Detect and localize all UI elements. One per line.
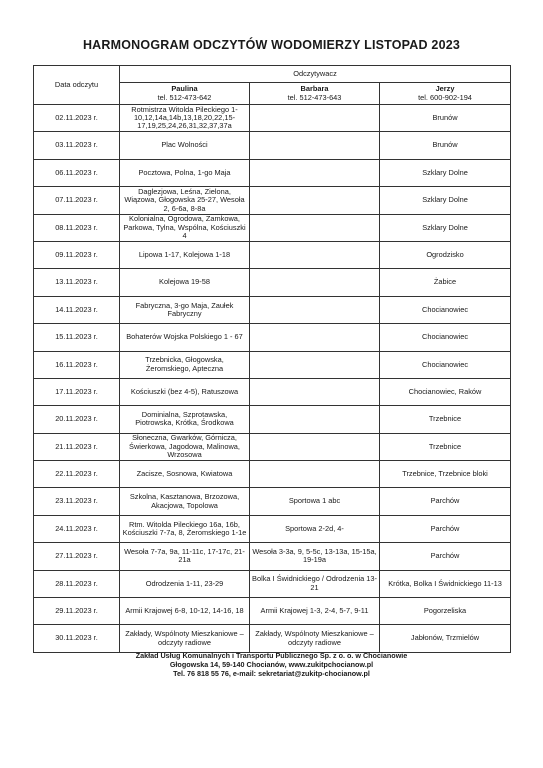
jerzy-cell: Trzebnice: [380, 406, 511, 433]
barbara-cell: Zakłady, Wspólnoty Mieszkaniowe – odczyty radiowe: [250, 625, 380, 652]
date-cell: 09.11.2023 r.: [34, 241, 120, 268]
reader-name: Jerzy: [435, 84, 455, 94]
footer-address: Głogowska 14, 59-140 Chocianów, www.zukitpchocianow.pl: [169, 660, 374, 669]
barbara-cell: Sportowa 1 abc: [250, 488, 380, 515]
paulina-cell: Wesoła 7-7a, 9a, 11-11c, 17-17c, 21-21a: [120, 543, 250, 570]
jerzy-cell: Chocianowiec, Raków: [380, 378, 511, 405]
date-cell: 07.11.2023 r.: [34, 187, 120, 214]
reader-header-paulina: [120, 83, 250, 105]
jerzy-cell: Jabłonów, Trzmielów: [380, 625, 511, 652]
barbara-cell: [250, 269, 380, 296]
date-cell: 16.11.2023 r.: [34, 351, 120, 378]
barbara-cell: [250, 433, 380, 460]
jerzy-cell: Chocianowiec: [380, 351, 511, 378]
date-cell: 08.11.2023 r.: [34, 214, 120, 241]
date-column-header: Data odczytu: [34, 66, 120, 105]
jerzy-cell: Szklary Dolne: [380, 159, 511, 186]
paulina-cell: Kolejowa 19-58: [120, 269, 250, 296]
reader-phone: tel. 512-473-642: [157, 92, 212, 102]
table-row: [34, 515, 511, 542]
paulina-cell: Rtm. Witolda Pileckiego 16a, 16b, Kościuszki 7-7a, 8, Żeromskiego 1-1e: [120, 515, 250, 542]
paulina-cell: Fabryczna, 3-go Maja, Zaułek Fabryczny: [120, 296, 250, 323]
date-cell: 15.11.2023 r.: [34, 324, 120, 351]
paulina-cell: Armii Krajowej 6-8, 10-12, 14-16, 18: [120, 598, 250, 625]
date-cell: 06.11.2023 r.: [34, 159, 120, 186]
paulina-cell: Lipowa 1-17, Kolejowa 1-18: [120, 241, 250, 268]
barbara-cell: [250, 296, 380, 323]
document-title: HARMONOGRAM ODCZYTÓW WODOMIERZY LISTOPAD 2023: [82, 38, 461, 52]
jerzy-cell: Szklary Dolne: [380, 187, 511, 214]
paulina-cell: Odrodzenia 1-11, 23-29: [120, 570, 250, 597]
table-row: [34, 598, 511, 625]
date-cell: 28.11.2023 r.: [34, 570, 120, 597]
barbara-cell: Armii Krajowej 1-3, 2-4, 5-7, 9-11: [250, 598, 380, 625]
table-row: [34, 625, 511, 652]
schedule-table: [33, 65, 511, 653]
jerzy-cell: Pogorzeliska: [380, 598, 511, 625]
jerzy-cell: Żabice: [380, 269, 511, 296]
paulina-cell: Bohaterów Wojska Polskiego 1 - 67: [120, 324, 250, 351]
reader-phone: tel. 512-473-643: [287, 92, 342, 102]
barbara-cell: [250, 461, 380, 488]
jerzy-cell: Parchów: [380, 515, 511, 542]
table-row: [34, 159, 511, 186]
table-row: [34, 461, 511, 488]
paulina-cell: Rotmistrza Witolda Pileckiego 1-10,12,14a,14b,13,18,20,22,15-17,19,25,24,26,31,32,37,37a: [120, 105, 250, 132]
barbara-cell: [250, 241, 380, 268]
reader-name: Paulina: [171, 84, 198, 94]
barbara-cell: [250, 351, 380, 378]
date-cell: 24.11.2023 r.: [34, 515, 120, 542]
paulina-cell: Słoneczna, Gwarków, Górnicza, Świerkowa, Jagodowa, Malinowa, Wrzosowa: [120, 433, 250, 460]
jerzy-cell: Szklary Dolne: [380, 214, 511, 241]
barbara-cell: Wesoła 3-3a, 9, 5-5c, 13-13a, 15-15a, 19-19a: [250, 543, 380, 570]
barbara-cell: Bolka I Świdnickiego / Odrodzenia 13-21: [250, 570, 380, 597]
date-cell: 03.11.2023 r.: [34, 132, 120, 159]
barbara-cell: [250, 132, 380, 159]
table-row: [34, 105, 511, 132]
footer: [0, 651, 543, 678]
jerzy-cell: Brunów: [380, 105, 511, 132]
paulina-cell: Dominialna, Szprotawska, Piotrowska, Krótka, Środkowa: [120, 406, 250, 433]
barbara-cell: Sportowa 2-2d, 4-: [250, 515, 380, 542]
date-cell: 20.11.2023 r.: [34, 406, 120, 433]
paulina-cell: Plac Wolności: [120, 132, 250, 159]
jerzy-cell: Ogrodzisko: [380, 241, 511, 268]
jerzy-cell: Chocianowiec: [380, 324, 511, 351]
footer-company: Zakład Usług Komunalnych i Transportu Publicznego Sp. z o. o. w Chocianowie: [135, 651, 408, 660]
barbara-cell: [250, 324, 380, 351]
jerzy-cell: Trzebnice: [380, 433, 511, 460]
paulina-cell: Zakłady, Wspólnoty Mieszkaniowe – odczyty radiowe: [120, 625, 250, 652]
table-row: [34, 132, 511, 159]
date-cell: 02.11.2023 r.: [34, 105, 120, 132]
barbara-cell: [250, 378, 380, 405]
paulina-cell: Szkolna, Kasztanowa, Brzozowa, Akacjowa, Topolowa: [120, 488, 250, 515]
footer-contact: Tel. 76 818 55 76, e-mail: sekretariat@zukitp-chocianow.pl: [173, 669, 370, 678]
table-row: [34, 488, 511, 515]
reader-header-barbara: [250, 83, 380, 105]
table-row: [34, 214, 511, 241]
barbara-cell: [250, 214, 380, 241]
paulina-cell: Trzebnicka, Głogowska, Żeromskiego, Apteczna: [120, 351, 250, 378]
barbara-cell: [250, 406, 380, 433]
date-cell: 22.11.2023 r.: [34, 461, 120, 488]
reader-phone: tel. 600-902-194: [418, 92, 472, 102]
reader-header-jerzy: [380, 83, 511, 105]
paulina-cell: Kolonialna, Ogrodowa, Zamkowa, Parkowa, Tylna, Wspólna, Kościuszki 4: [120, 214, 250, 241]
date-cell: 13.11.2023 r.: [34, 269, 120, 296]
table-row: [34, 296, 511, 323]
table-row: [34, 187, 511, 214]
date-cell: 27.11.2023 r.: [34, 543, 120, 570]
table-row: [34, 269, 511, 296]
date-cell: 23.11.2023 r.: [34, 488, 120, 515]
reader-name: Barbara: [300, 84, 329, 94]
date-cell: 29.11.2023 r.: [34, 598, 120, 625]
table-row: [34, 570, 511, 597]
paulina-cell: Pocztowa, Polna, 1-go Maja: [120, 159, 250, 186]
jerzy-cell: Brunów: [380, 132, 511, 159]
date-cell: 30.11.2023 r.: [34, 625, 120, 652]
barbara-cell: [250, 159, 380, 186]
jerzy-cell: Chocianowiec: [380, 296, 511, 323]
jerzy-cell: Parchów: [380, 543, 511, 570]
jerzy-cell: Trzebnice, Trzebnice bloki: [380, 461, 511, 488]
date-cell: 14.11.2023 r.: [34, 296, 120, 323]
table-row: [34, 324, 511, 351]
table-row: [34, 378, 511, 405]
date-cell: 21.11.2023 r.: [34, 433, 120, 460]
table-row: [34, 433, 511, 460]
paulina-cell: Kościuszki (bez 4-5), Ratuszowa: [120, 378, 250, 405]
barbara-cell: [250, 105, 380, 132]
table-row: [34, 351, 511, 378]
paulina-cell: Daglezjowa, Leśna, Zielona, Wiązowa, Głogowska 25-27, Wesoła 2, 6-6a, 8-8a: [120, 187, 250, 214]
jerzy-cell: Parchów: [380, 488, 511, 515]
table-row: [34, 241, 511, 268]
table-row: [34, 406, 511, 433]
barbara-cell: [250, 187, 380, 214]
jerzy-cell: Krótka, Bolka I Świdnickiego 11-13: [380, 570, 511, 597]
paulina-cell: Zacisze, Sosnowa, Kwiatowa: [120, 461, 250, 488]
reader-group-header: Odczytywacz: [120, 66, 511, 83]
table-row: [34, 543, 511, 570]
date-cell: 17.11.2023 r.: [34, 378, 120, 405]
